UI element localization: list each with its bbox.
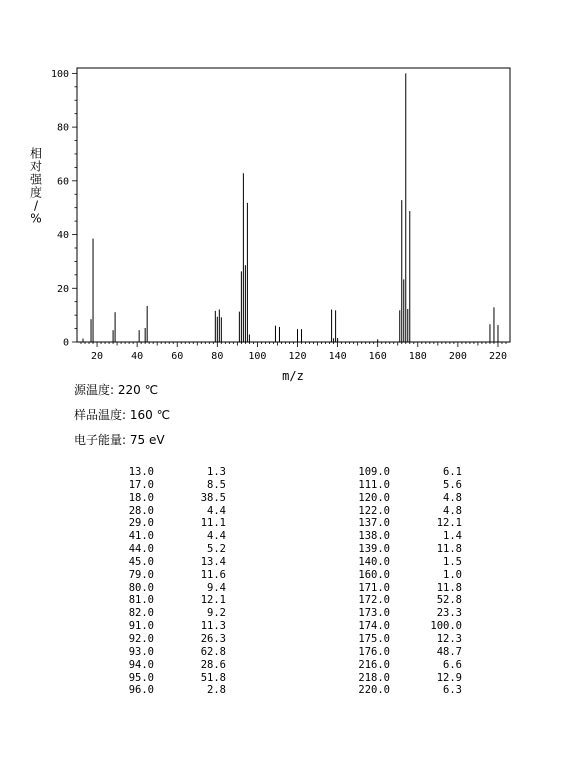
intensity-value: 51.8	[200, 671, 226, 684]
intensity-value: 52.8	[436, 594, 462, 607]
intensity-value: 2.8	[207, 684, 226, 697]
table-row	[94, 594, 226, 607]
table-row	[330, 569, 462, 582]
mz-value: 122.0	[358, 504, 390, 517]
mz-value: 45.0	[128, 555, 154, 568]
x-tick-label: 120	[288, 351, 307, 362]
mz-value: 96.0	[128, 684, 154, 697]
table-row	[330, 582, 462, 595]
table-row	[94, 556, 226, 569]
mz-value: 41.0	[128, 530, 154, 543]
table-row	[330, 517, 462, 530]
mz-value: 172.0	[358, 594, 390, 607]
mz-value: 94.0	[128, 658, 154, 671]
mz-value: 95.0	[128, 671, 154, 684]
intensity-value: 23.3	[436, 607, 462, 620]
peak-table-right	[330, 466, 462, 697]
x-tick-label: 160	[368, 351, 387, 362]
intensity-value: 100.0	[430, 620, 462, 633]
table-row	[330, 633, 462, 646]
x-tick-label: 180	[408, 351, 427, 362]
y-tick-label: 20	[56, 283, 69, 295]
intensity-value: 12.1	[200, 594, 226, 607]
mz-value: 93.0	[128, 645, 154, 658]
intensity-value: 11.1	[200, 517, 226, 530]
intensity-value: 26.3	[200, 632, 226, 645]
table-row	[94, 620, 226, 633]
mz-value: 29.0	[128, 517, 154, 530]
mz-value: 218.0	[358, 671, 390, 684]
mz-value: 44.0	[128, 543, 154, 556]
table-row	[94, 659, 226, 672]
mz-value: 171.0	[358, 581, 390, 594]
table-row	[330, 492, 462, 505]
x-tick-label: 200	[448, 351, 467, 362]
mz-value: 18.0	[128, 491, 154, 504]
table-row	[330, 479, 462, 492]
electron-energy: 电子能量: 75 eV	[74, 433, 165, 447]
table-row	[94, 646, 226, 659]
table-row	[94, 517, 226, 530]
plot-frame	[77, 68, 510, 342]
intensity-value: 12.9	[436, 671, 462, 684]
source-temperature: 源温度: 220 ℃	[74, 383, 159, 397]
table-row	[330, 466, 462, 479]
mz-value: 175.0	[358, 632, 390, 645]
x-axis-label: m/z	[282, 369, 304, 383]
intensity-value: 4.8	[443, 491, 462, 504]
mz-value: 216.0	[358, 658, 390, 671]
x-tick-label: 60	[171, 351, 184, 362]
y-axis-label-char: 对	[29, 159, 43, 174]
sample-temperature: 样品温度: 160 ℃	[74, 408, 171, 422]
table-row	[330, 530, 462, 543]
mz-value: 220.0	[358, 684, 390, 697]
table-row	[94, 479, 226, 492]
mz-value: 17.0	[128, 478, 154, 491]
table-row	[330, 672, 462, 685]
y-axis-label-char: /	[33, 198, 39, 213]
intensity-value: 1.5	[443, 555, 462, 568]
intensity-value: 13.4	[200, 555, 226, 568]
y-axis-label	[30, 146, 43, 226]
chart-axes	[77, 68, 510, 342]
chart-bars	[83, 73, 498, 342]
intensity-value: 9.4	[207, 581, 226, 594]
intensity-value: 1.4	[443, 530, 462, 543]
intensity-value: 6.3	[443, 684, 462, 697]
mz-value: 82.0	[128, 607, 154, 620]
mz-value: 176.0	[358, 645, 390, 658]
x-tick-label: 100	[248, 351, 267, 362]
table-row	[330, 659, 462, 672]
table-row	[94, 466, 226, 479]
intensity-value: 12.1	[436, 517, 462, 530]
table-row	[94, 543, 226, 556]
mz-value: 138.0	[358, 530, 390, 543]
x-tick-label: 220	[488, 351, 508, 362]
y-tick-label: 60	[56, 176, 69, 188]
intensity-value: 5.2	[207, 543, 226, 556]
mz-value: 139.0	[358, 543, 390, 556]
table-row	[330, 543, 462, 556]
intensity-value: 62.8	[200, 645, 226, 658]
x-tick-label: 20	[91, 351, 104, 362]
intensity-value: 6.1	[443, 466, 462, 478]
y-axis-label-char: 度	[29, 185, 43, 200]
intensity-value: 4.8	[443, 504, 462, 517]
chart-ticks	[51, 69, 507, 362]
intensity-value: 8.5	[207, 478, 226, 491]
intensity-value: 11.6	[200, 568, 226, 581]
x-tick-label: 140	[328, 351, 347, 362]
y-tick-label: 0	[62, 337, 69, 349]
mz-value: 137.0	[358, 517, 390, 530]
intensity-value: 4.4	[207, 530, 226, 543]
table-row	[330, 505, 462, 518]
y-axis-label-char: 相	[29, 146, 43, 161]
table-row	[94, 582, 226, 595]
intensity-value: 6.6	[443, 658, 462, 671]
intensity-value: 38.5	[200, 491, 226, 504]
mz-value: 160.0	[358, 568, 390, 581]
intensity-value: 9.2	[207, 607, 226, 620]
table-row	[330, 646, 462, 659]
mz-value: 111.0	[358, 478, 390, 491]
table-row	[330, 607, 462, 620]
table-row	[94, 492, 226, 505]
mz-value: 91.0	[128, 620, 154, 633]
mz-value: 81.0	[128, 594, 154, 607]
table-row	[94, 505, 226, 518]
intensity-value: 1.0	[443, 568, 462, 581]
peak-table-left	[94, 466, 226, 697]
x-tick-label: 80	[211, 351, 224, 362]
table-row	[94, 530, 226, 543]
y-tick-label: 40	[56, 230, 69, 242]
mz-value: 79.0	[128, 568, 154, 581]
mz-value: 173.0	[358, 607, 390, 620]
intensity-value: 28.6	[200, 658, 226, 671]
mz-value: 120.0	[358, 491, 390, 504]
y-axis-label-char: %	[30, 211, 42, 226]
intensity-value: 11.8	[436, 581, 462, 594]
mz-value: 92.0	[128, 632, 154, 645]
mz-value: 28.0	[128, 504, 154, 517]
y-tick-label: 80	[56, 122, 69, 134]
intensity-value: 12.3	[436, 632, 462, 645]
y-tick-label: 100	[50, 68, 69, 80]
mz-value: 174.0	[358, 620, 390, 633]
table-row	[94, 633, 226, 646]
mz-value: 140.0	[358, 555, 390, 568]
mz-value: 13.0	[128, 466, 154, 478]
intensity-value: 4.4	[207, 504, 226, 517]
table-row	[94, 607, 226, 620]
intensity-value: 48.7	[436, 645, 462, 658]
table-row	[330, 556, 462, 569]
mz-value: 80.0	[128, 581, 154, 594]
intensity-value: 11.8	[436, 543, 462, 556]
table-row	[94, 672, 226, 685]
table-row	[330, 620, 462, 633]
y-axis-label-char: 强	[29, 172, 43, 187]
table-row	[330, 594, 462, 607]
intensity-value: 11.3	[200, 620, 226, 633]
intensity-value: 1.3	[207, 466, 226, 478]
table-row	[330, 684, 462, 697]
table-row	[94, 684, 226, 697]
x-tick-label: 40	[131, 351, 144, 362]
mz-value: 109.0	[358, 466, 390, 478]
intensity-value: 5.6	[443, 478, 462, 491]
table-row	[94, 569, 226, 582]
